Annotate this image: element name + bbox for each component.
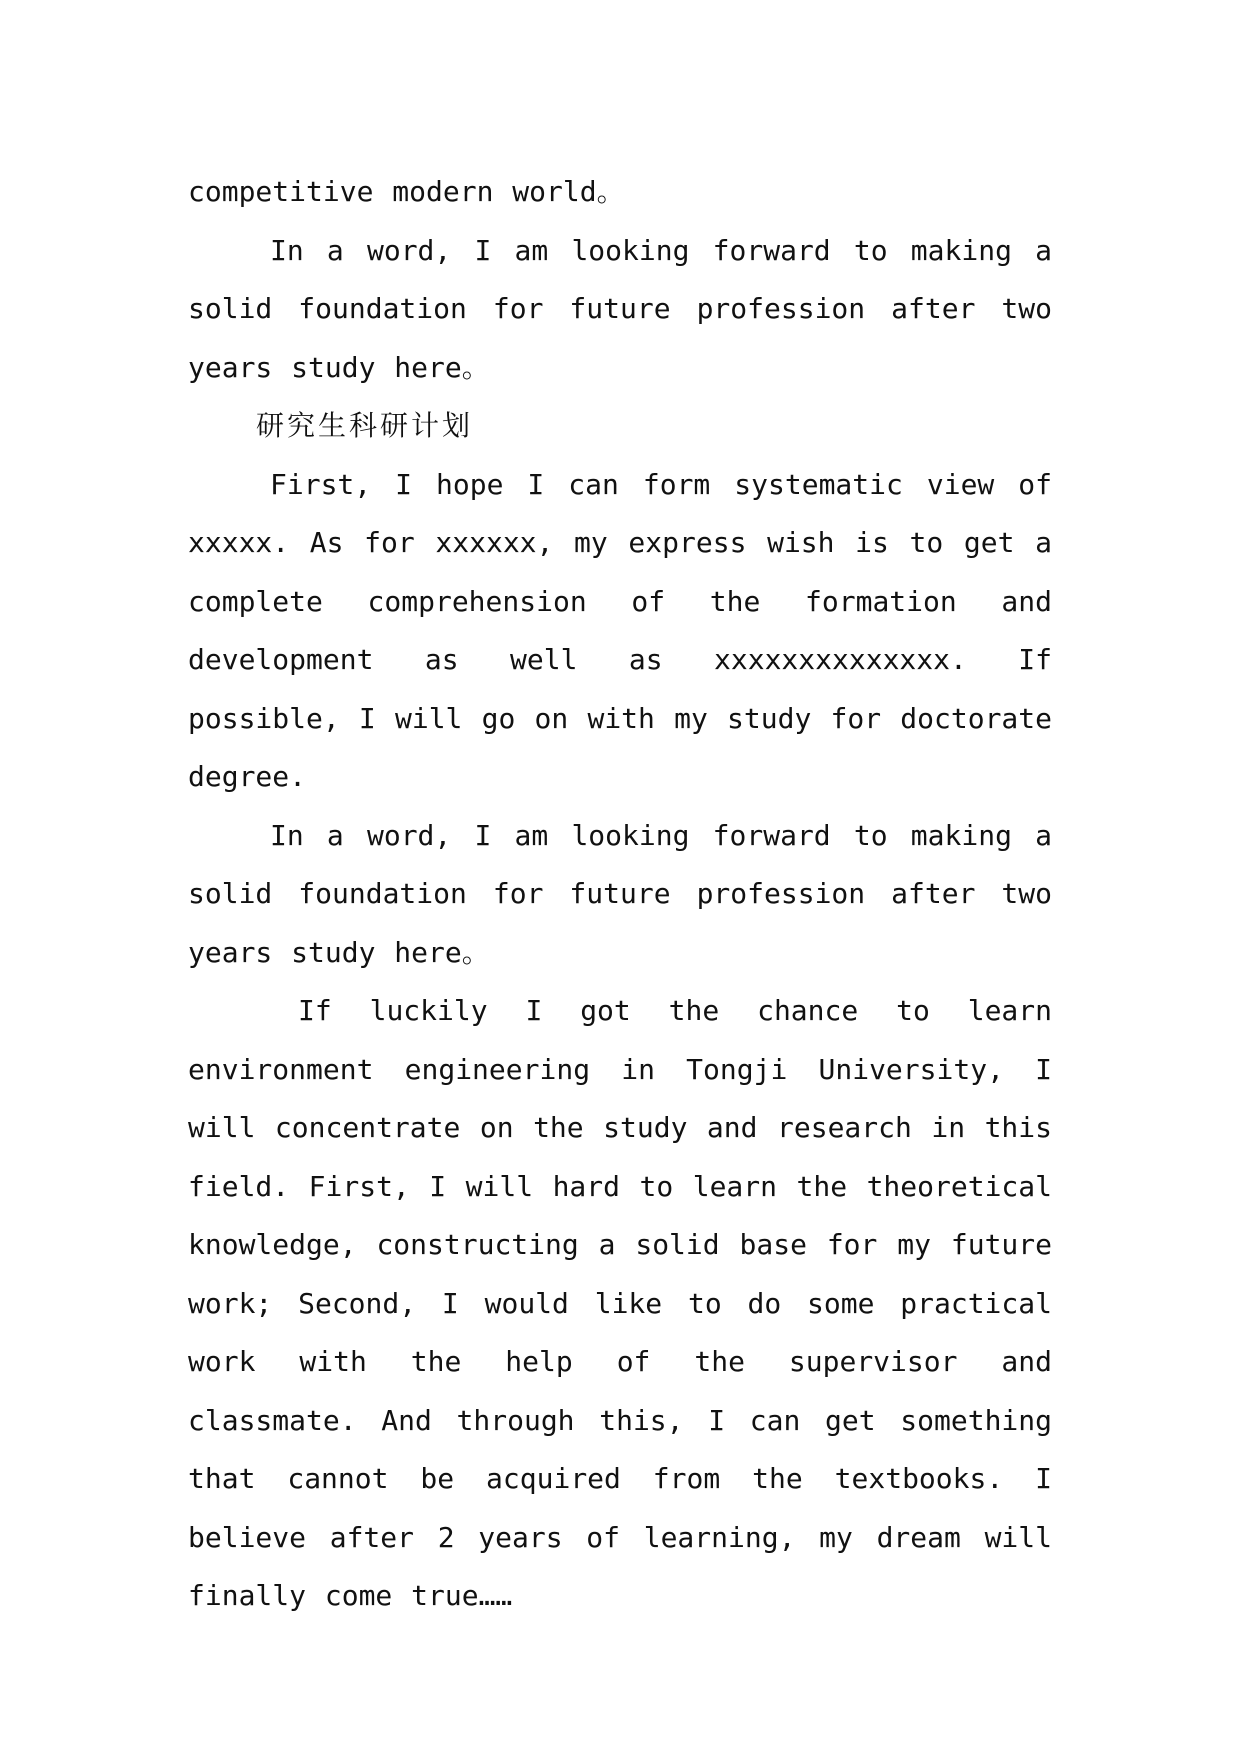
paragraph-continuation: competitive modern world。 — [188, 175, 625, 208]
paragraph-conclusion: In a word, I am looking forward to making a solid foundation for future profession after two years study here。 — [188, 233, 1052, 384]
paragraph-study-plan: If luckily I got the chance to learn environment engineering in Tongji University, I will concentrate on the study and research in this field. First, I will hard to learn the theoretical knowledge, constructing a solid base for my future work; Second, I would like to do some practical work with the help of the supervisor and classmate. And through this, I can get something that cannot be acquired from the textbooks. I believe after 2 years of learning, my dream will finally come true…… — [188, 994, 1052, 1612]
section-heading: 研究生科研计划 — [256, 409, 474, 442]
paragraph-research-plan: First, I hope I can form systematic view of xxxxx. As for xxxxxx, my express wish is to get a complete comprehension of the formation and development as well as xxxxxxxxxxxxxx. If possible, I will go on with my study for doctorate degree. — [188, 467, 1052, 793]
paragraph-conclusion-repeat: In a word, I am looking forward to making a solid foundation for future profession after two years study here。 — [188, 818, 1052, 969]
document-body — [188, 163, 1052, 1626]
